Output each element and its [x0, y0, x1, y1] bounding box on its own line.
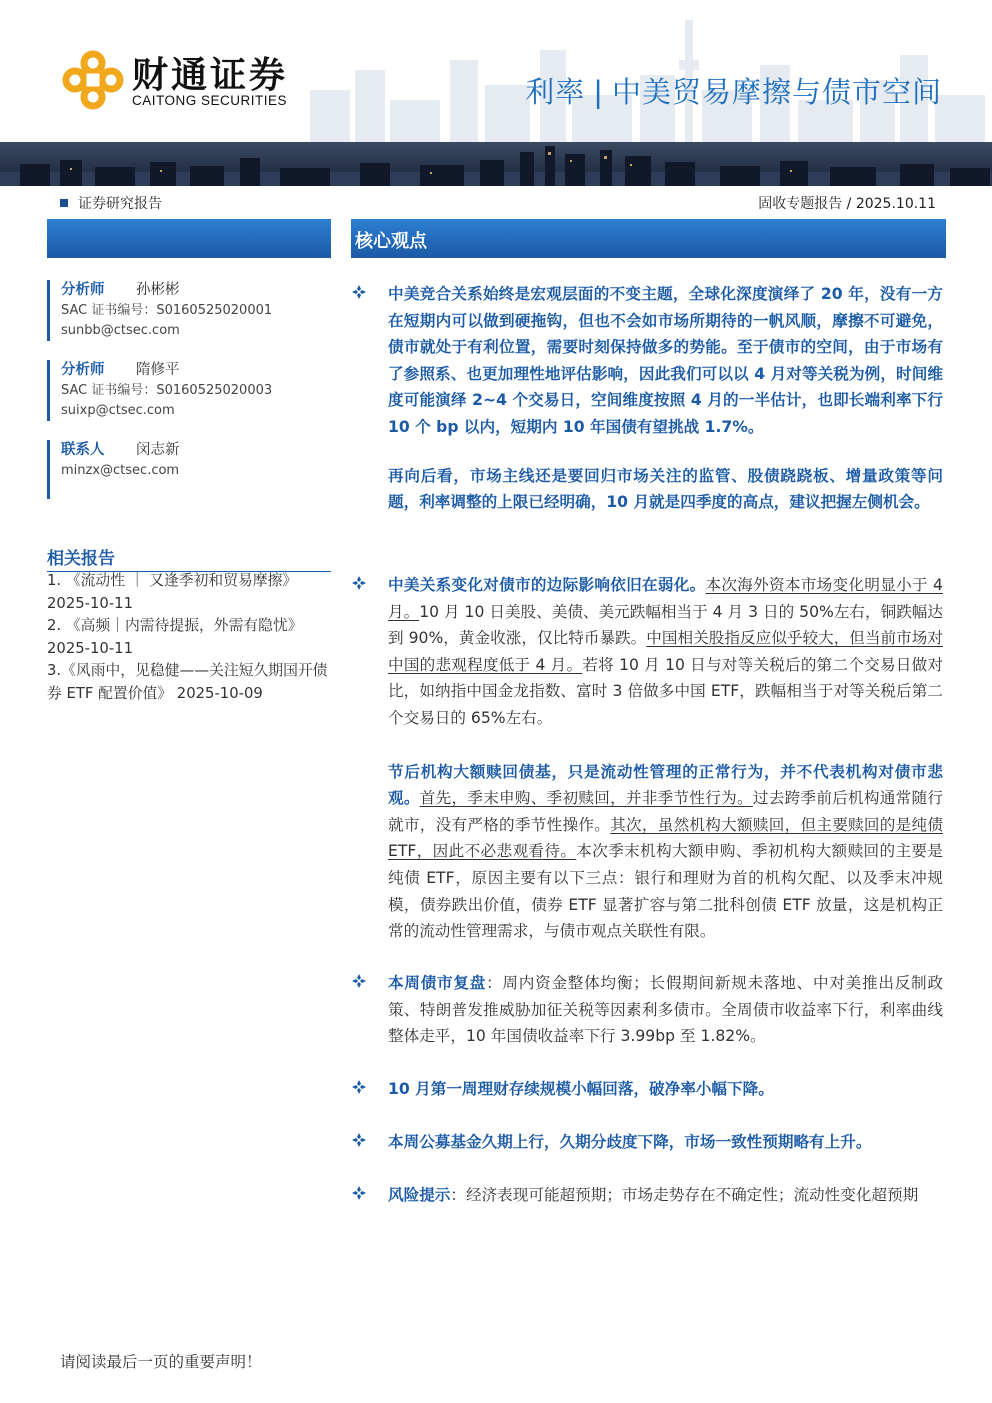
title-main: 中美贸易摩擦与债市空间 — [611, 75, 942, 109]
diamond-bullet-icon — [351, 284, 367, 300]
diamond-bullet-icon — [351, 1132, 367, 1148]
report-title — [525, 70, 942, 111]
analyst-cert: SAC 证书编号：S0160525020003 — [61, 383, 273, 398]
caitong-logo-icon — [60, 49, 126, 111]
related-reports-list — [47, 570, 337, 705]
diamond-bullet-icon — [351, 1079, 367, 1095]
viewpoint-paragraph: 再向后看，市场主线还是要回归市场关注的监管、股债跷跷板、增量政策等问题，利率调整的上限已经明确，10 月就是四季度的高点，建议把握左侧机会。 — [388, 466, 943, 512]
viewpoint-bullet — [351, 1129, 946, 1156]
diamond-bullet-icon — [351, 1185, 367, 1201]
analyst-role: 分析师 — [61, 362, 105, 378]
city-night-banner — [0, 142, 992, 186]
viewpoint-bullet — [351, 572, 946, 945]
viewpoint-paragraph: 本周公募基金久期上行，久期分歧度下降，市场一致性预期略有上升。 — [388, 1133, 872, 1151]
related-report-date: 2025-10-11 — [47, 639, 133, 657]
related-report-item[interactable]: 1. 《流动性 ｜ 又逢季初和贸易摩擦》 — [47, 572, 298, 589]
related-report-item[interactable]: 3.《风雨中，见稳健——关注短久期国开债 — [47, 662, 328, 679]
disclaimer-note: 请阅读最后一页的重要声明！ — [60, 1353, 262, 1371]
viewpoint-paragraph: 节后机构大额赎回债基，只是流动性管理的正常行为，并不代表机构对债市悲观。首先，季末申购、季初赎回，并非季节性行为。过去跨季前后机构通常随行就市，没有严格的季节性操作。其次，虽然机构大额赎回，但主要赎回的是纯债 ETF，因此不必悲观看待。本次季末机构大额申购、季初机构大额赎回的主要是纯债 ETF，原因主要有以下三点：银行和理财为首的机构欠配、以及季末冲规模，债券跌出价值，债券 ETF 显著扩容与第二批科创债 ETF 放量，这是机构正常的流动性管理需求，与债市观点关联性有限。 — [388, 762, 943, 941]
square-bullet-icon — [60, 199, 68, 207]
analyst-cert: SAC 证书编号：S0160525020001 — [61, 303, 273, 318]
diamond-bullet-icon — [351, 973, 367, 989]
sidebar-header-bar — [47, 219, 331, 258]
viewpoint-bullet — [351, 970, 946, 1050]
related-report-date: 2025-10-11 — [47, 594, 133, 612]
contact-email[interactable]: minzx@ctsec.com — [61, 463, 180, 478]
logo-english-name: CAITONG SECURITIES — [132, 93, 288, 108]
viewpoint-paragraph: 10 月第一周理财存续规模小幅回落，破净率小幅下降。 — [388, 1080, 774, 1098]
logo-chinese-name: 财通证券 — [132, 54, 289, 96]
related-report-item[interactable]: 券 ETF 配置价值》 2025-10-09 — [47, 684, 263, 702]
viewpoint-paragraph: 本周债市复盘：周内资金整体均衡；长假期间新规未落地、中对美推出反制政策、特朗普发推威胁加征关税等因素利多债市。全周债市收益率下行，利率曲线整体走平，10 年国债收益率下行 3.99bp 至 1.82%。 — [388, 974, 943, 1046]
risk-warning-bullet — [351, 1182, 946, 1209]
contact-card — [47, 440, 180, 499]
report-header — [0, 0, 992, 186]
analyst-role: 分析师 — [61, 282, 105, 298]
viewpoint-bullet — [351, 1076, 946, 1103]
viewpoint-bullet — [351, 281, 946, 516]
viewpoint-paragraph: 中美竞合关系始终是宏观层面的不变主题，全球化深度演绎了 20 年，没有一方在短期内可以做到硬拖钩，但也不会如市场所期待的一帆风顺，摩擦不可避免，债市就处于有利位置，需要时刻保持做多的势能。至于债市的空间，由于市场有了参照系、也更加理性地评估影响，因此我们可以以 4 月对等关税为例，时间维度可能演绎 2~4 个交易日，空间维度按照 4 月的一半估计，也即长端利率下行 10 个 bp 以内，短期内 10 年国债有望挑战 1.7%。 — [388, 285, 943, 436]
analyst-name: 孙彬彬 — [136, 282, 180, 298]
contact-role: 联系人 — [61, 442, 105, 458]
analyst-email[interactable]: sunbb@ctsec.com — [61, 323, 180, 338]
analyst-card — [47, 280, 272, 341]
report-type-label: 证券研究报告 — [60, 193, 162, 213]
core-viewpoints-header: 核心观点 — [351, 219, 946, 258]
title-separator: | — [593, 75, 604, 109]
related-reports-title: 相关报告 — [47, 544, 331, 572]
diamond-bullet-icon — [351, 575, 367, 591]
contact-name: 闵志新 — [136, 442, 180, 458]
related-report-item[interactable]: 2. 《高频｜内需待提振，外需有隐忧》 — [47, 617, 303, 634]
viewpoint-paragraph: 中美关系变化对债市的边际影响依旧在弱化。本次海外资本市场变化明显小于 4 月。10 月 10 日美股、美债、美元跌幅相当于 4 月 3 日的 50%左右，铜跌幅达到 90%，黄金收涨，仅比特币暴跌。中国相关股指反应似乎较大，但当前市场对中国的悲观程度低于 4 月。若将 10 月 10 日与对等关税后的第二个交易日做对比，如纳指中国金龙指数、富时 3 倍做多中国 ETF，跌幅相当于对等关税后第二个交易日的 65%左右。 — [388, 576, 943, 727]
analyst-email[interactable]: suixp@ctsec.com — [61, 403, 175, 418]
report-date: 固收专题报告 / 2025.10.11 — [758, 196, 936, 212]
company-logo — [60, 45, 310, 115]
analyst-card — [47, 360, 272, 421]
risk-warning-paragraph: 风险提示：经济表现可能超预期；市场走势存在不确定性；流动性变化超预期 — [388, 1186, 919, 1204]
title-category: 利率 — [525, 75, 586, 109]
analyst-name: 隋修平 — [136, 362, 180, 378]
